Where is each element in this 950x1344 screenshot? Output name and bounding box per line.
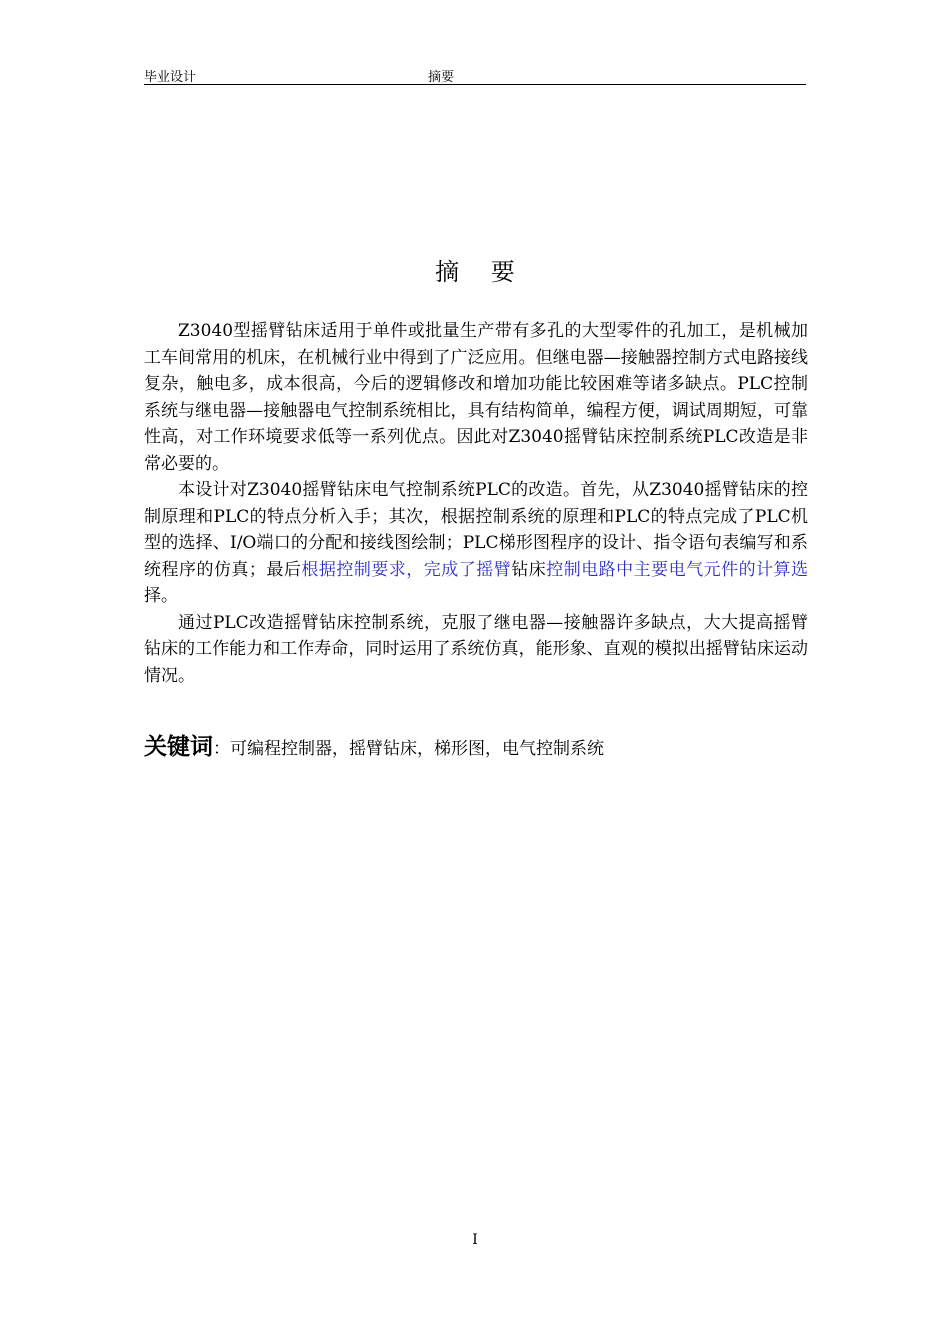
paragraph-2-highlight-1: 根据控制要求，完成了摇臂 [301,559,512,580]
keywords-text: 可编程控制器，摇臂钻床，梯形图，电气控制系统 [230,739,604,759]
paragraph-2-part-e: 择。 [144,586,178,606]
header-left-text: 毕业设计 [144,70,197,85]
paragraph-2-part-a: 本设计对Z3040摇臂钻床电气控制系统PLC的改造。首先，从Z3040摇臂钻床的控制原理和PLC的特点分析入手；其次，根据控制系统的原理和PLC的特点完成了PLC机型的选择、I/O端口的分配和接线图绘制；PLC梯形图程序的设计、指令语句表编写和系统程序的仿真；最后 [144,480,808,580]
page-number: I [472,1232,478,1248]
keywords-colon: ： [213,739,230,759]
header-center-text: 摘要 [428,70,455,85]
paragraph-2 [144,477,808,610]
keywords-label: 关键词 [144,734,213,760]
abstract-title: 摘 要 [435,258,527,286]
paragraph-3: 通过PLC改造摇臂钻床控制系统，克服了继电器—接触器许多缺点，大大提高摇臂钻床的工作能力和工作寿命，同时运用了系统仿真，能形象、直观的模拟出摇臂钻床运动情况。 [144,612,808,686]
keywords-line [144,728,808,761]
paragraph-1: Z3040型摇臂钻床适用于单件或批量生产带有多孔的大型零件的孔加工，是机械加工车间常用的机床，在机械行业中得到了广泛应用。但继电器—接触器控制方式电路接线复杂，触电多，成本很高，今后的逻辑修改和增加功能比较困难等诸多缺点。PLC控制系统与继电器—接触器电气控制系统相比，具有结构简单，编程方便，调试周期短，可靠性高，对工作环境要求低等一系列优点。因此对Z3040摇臂钻床控制系统PLC改造是非常必要的。 [144,321,808,474]
paragraph-2-highlight-2: 控制电路中主要电气元件的计算选 [546,559,809,580]
abstract-body [144,318,808,689]
paragraph-2-part-c: 钻床 [511,559,547,580]
page-header [144,64,806,85]
